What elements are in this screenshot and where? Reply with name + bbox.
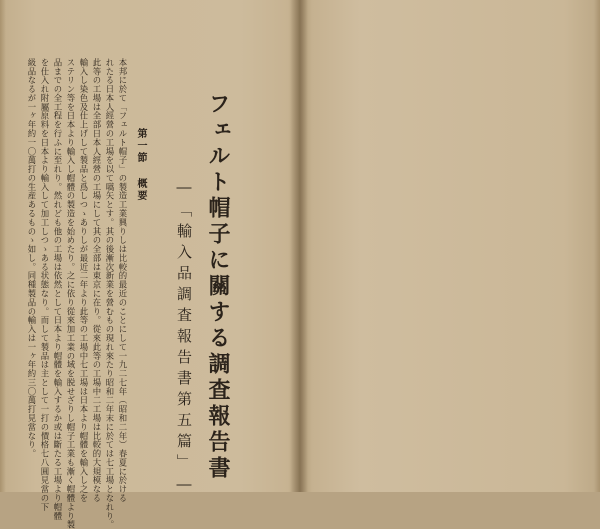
body-column: を仕入れ附屬原料を日本より輸入して加工しつゝある状態なり。而して製品は主として一打の價格七八圓見當の下 (40, 58, 50, 512)
section-heading (134, 128, 146, 202)
body-column: 輸入し染色及仕上げして製品と爲しつゝありしが最近二年より此等の工場中七工場は日本より帽體を輸入し之を (79, 58, 89, 503)
body-column: 此等の工場は全部日本人經營の工場にして其の全部は東京に在り。從來此等の工場中二工場は比較的大規模なる (92, 58, 102, 503)
document-title: フェルト帽子に關する調査報告書 (205, 92, 231, 482)
document-subtitle: ―「輸入品調査報告書第五篇」― (175, 178, 193, 499)
body-text (20, 58, 128, 529)
body-column: ステリン等を日本より輸入し帽體の製造を始めたり。之に依り從來加工業の域を脱せざりし帽子工業も漸く帽體より製 (66, 58, 76, 529)
left-page-edge (0, 0, 6, 492)
right-page-edge (594, 0, 600, 492)
book-gutter (290, 0, 308, 492)
section-label: 概要 (135, 178, 146, 202)
body-column: 本邦に於て「フェルト帽子」の製造工業興りしは比較的最近のことにして一九二七年（昭和二年）春夏に於ける (118, 58, 128, 503)
body-column: れたる日本人經營の工場を以て嚆矢とす。其の後漸次新業を營むもの現れ來たり昭和二年末に於ては七工場となれり。 (105, 58, 115, 529)
section-number: 第一節 (135, 128, 146, 164)
body-column: 級品なるが一ヶ年約一〇萬打の生産あるものゝ如し。同種製品の輸入は一ヶ年約三〇萬打見當なり。 (27, 58, 37, 459)
body-column: 品までの全工程を行ふに至れり。然れども他の工場は依然として日本より帽體を輸入するか或は斷たる工場より帽體 (53, 58, 63, 521)
